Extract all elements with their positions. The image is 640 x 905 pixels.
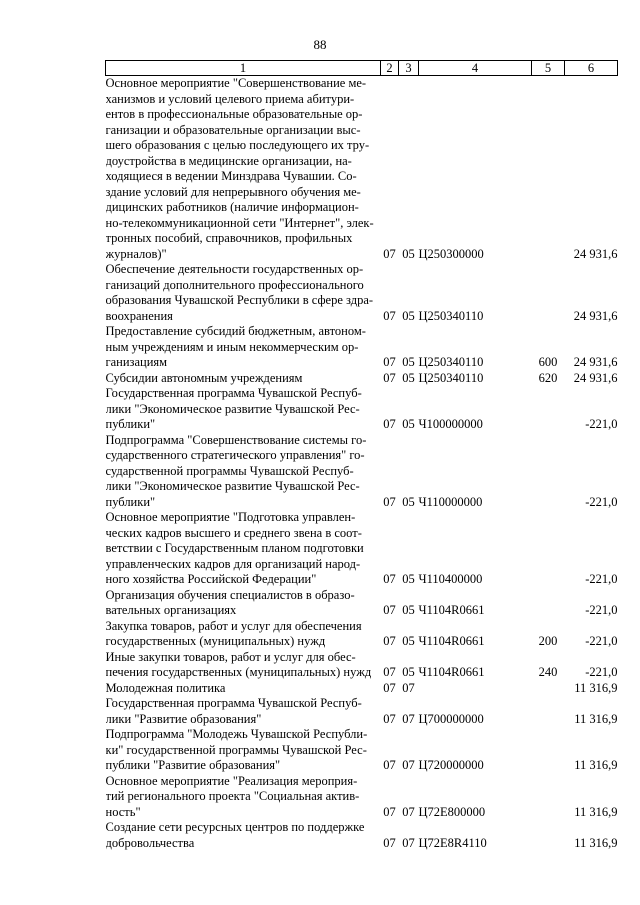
description-line: Основное мероприятие "Реализация мероприя- [105, 773, 358, 788]
amount: -221,0 [585, 572, 618, 586]
description-line: сударственной программы Чувашской Респуб- [105, 463, 354, 478]
amount: 24 931,6 [573, 370, 618, 385]
row-description [106, 262, 381, 324]
subsection-code: 05 [402, 634, 415, 648]
subsection-code: 05 [402, 308, 415, 323]
amount: -221,0 [585, 603, 618, 617]
target-article-code: Ч1104R0661 [418, 603, 485, 617]
expense-type-code [532, 433, 565, 511]
description-line: дицинских работников (наличие информацион- [105, 200, 359, 214]
target-article-code: Ч100000000 [418, 417, 483, 431]
expense-type-code [532, 588, 565, 619]
row-description [106, 681, 381, 697]
section-code: 07 [383, 603, 396, 617]
subsection-code: 07 [402, 758, 415, 772]
target-article-code: Ц72E8R4110 [418, 835, 487, 850]
description-line: ность" [105, 804, 141, 819]
expense-type-code [532, 262, 565, 324]
description-line: здание условий для непрерывного обучения ме- [105, 184, 361, 199]
section-code: 07 [383, 355, 396, 369]
description-line: лики "Развитие образования" [105, 711, 262, 726]
expense-type-code: 240 [538, 665, 558, 679]
description-line: лики "Экономическое развитие Чувашской Рес- [105, 479, 360, 493]
description-line: Создание сети ресурсных центров по поддержке [105, 820, 365, 834]
amount: 11 316,9 [574, 680, 618, 695]
subsection-code: 07 [402, 804, 415, 819]
description-line: но-телекоммуникационной сети "Интернет", элек- [105, 215, 374, 230]
table-row [106, 386, 618, 433]
description-line: управленческих кадров для организаций народ- [105, 556, 361, 571]
table-body [106, 76, 618, 852]
description-line: Молодежная политика [105, 680, 226, 695]
description-line: ганизации и образовательные организации выс- [105, 122, 361, 137]
target-article-code: Ц250300000 [418, 246, 484, 261]
section-code: 07 [383, 634, 396, 648]
row-description [106, 386, 381, 433]
expense-type-code [532, 510, 565, 588]
subsection-code: 07 [402, 680, 415, 695]
description-line: Иные закупки товаров, работ и услуг для обес- [105, 649, 356, 664]
section-code: 07 [383, 665, 396, 679]
table-row [106, 262, 618, 324]
table-header-row [106, 61, 618, 76]
row-description [106, 650, 381, 681]
description-line: шего образования с целью последующего их тру- [105, 138, 370, 152]
target-article-code: Ч110400000 [418, 572, 483, 586]
description-line: журналов)" [105, 246, 167, 261]
description-line: ентов в профессиональные образовательные ор- [105, 107, 363, 121]
description-line: ганизациям [105, 355, 168, 369]
budget-table [105, 60, 618, 851]
subsection-code: 07 [402, 711, 415, 726]
table-row [106, 619, 618, 650]
description-line: ного хозяйства Российской Федерации" [105, 572, 317, 586]
section-code: 07 [383, 680, 396, 695]
target-article-code: Ц250340110 [418, 370, 484, 385]
description-line: публики "Развитие образования" [105, 758, 281, 772]
amount: 11 316,9 [574, 804, 618, 819]
description-line: Основное мероприятие "Совершенствование ме- [105, 76, 367, 90]
subsection-code: 05 [402, 665, 415, 679]
table-row [106, 76, 618, 263]
target-article-code: Ц250340110 [418, 308, 484, 323]
row-description [106, 324, 381, 371]
section-code: 07 [383, 417, 396, 431]
expense-type-code [532, 774, 565, 821]
expense-type-code: 600 [538, 355, 558, 369]
description-line: Подпрограмма "Молодежь Чувашской Республи- [105, 727, 368, 741]
expense-type-code [532, 696, 565, 727]
section-code: 07 [383, 711, 396, 726]
expense-type-code [532, 76, 565, 263]
row-description [106, 510, 381, 588]
amount: -221,0 [585, 665, 618, 679]
description-line: публики" [105, 417, 156, 431]
amount: 24 931,6 [573, 246, 618, 261]
section-code: 07 [383, 246, 396, 261]
amount: 24 931,6 [573, 355, 618, 369]
target-article-code: Ц720000000 [418, 758, 484, 772]
description-line: доустройства в медицинские организации, на- [105, 153, 352, 168]
row-description [106, 774, 381, 821]
description-line: публики" [105, 494, 156, 509]
amount: 11 316,9 [574, 758, 618, 772]
description-line: добровольчества [105, 835, 195, 850]
expense-type-code: 620 [538, 370, 558, 385]
section-code: 07 [383, 370, 396, 385]
target-article-code: Ц72E800000 [418, 804, 486, 819]
subsection-code: 05 [402, 246, 415, 261]
expense-type-code [532, 820, 565, 851]
column-header-3: 3 [399, 61, 419, 76]
row-description [106, 76, 381, 263]
page-number: 88 [313, 37, 327, 52]
amount: 24 931,6 [573, 308, 618, 323]
subsection-code: 05 [402, 603, 415, 617]
target-article-code: Ц700000000 [418, 711, 484, 726]
section-code: 07 [383, 494, 396, 509]
amount: -221,0 [585, 417, 618, 431]
description-line: сударственного стратегического управления" го- [105, 448, 365, 462]
description-line: ветствии с Государственным планом подготовки [105, 541, 364, 555]
expense-type-code: 200 [538, 634, 558, 648]
description-line: ганизаций дополнительного профессионального [105, 277, 364, 292]
table-row [106, 727, 618, 774]
description-line: Закупка товаров, работ и услуг для обеспечения [105, 618, 362, 633]
description-line: вательных организациях [105, 603, 237, 617]
description-line: Подпрограмма "Совершенствование системы го- [105, 432, 367, 447]
description-line: печения государственных (муниципальных) нужд [105, 665, 372, 679]
description-line: тий регионального проекта "Социальная актив- [105, 789, 360, 803]
table-row [106, 820, 618, 851]
description-line: ханизмов и условий целевого приема абитури- [105, 91, 355, 106]
section-code: 07 [383, 308, 396, 323]
subsection-code: 05 [402, 355, 415, 369]
subsection-code: 05 [402, 370, 415, 385]
description-line: государственных (муниципальных) нужд [105, 634, 326, 648]
table-row [106, 774, 618, 821]
subsection-code: 07 [402, 835, 415, 850]
column-header-4: 4 [419, 61, 532, 76]
table-row [106, 371, 618, 387]
table-row [106, 681, 618, 697]
description-line: ходящиеся в ведении Минздрава Чувашии. Со- [105, 169, 357, 183]
description-line: лики "Экономическое развитие Чувашской Рес- [105, 401, 360, 416]
target-article-code: Ч110000000 [418, 494, 483, 509]
row-description [106, 588, 381, 619]
row-description [106, 727, 381, 774]
subsection-code: 05 [402, 572, 415, 586]
description-line: ки" государственной программы Чувашской Рес- [105, 742, 367, 757]
section-code: 07 [383, 758, 396, 772]
section-code: 07 [383, 572, 396, 586]
subsection-code: 05 [402, 494, 415, 509]
table-row [106, 696, 618, 727]
subsection-code: 05 [402, 417, 415, 431]
amount: 11 316,9 [574, 711, 618, 726]
table-row [106, 510, 618, 588]
description-line: тронных пособий, справочников, профильных [105, 231, 353, 245]
target-article-code: Ч1104R0661 [418, 634, 485, 648]
column-header-1: 1 [106, 61, 381, 76]
row-description [106, 820, 381, 851]
description-line: образования Чувашской Республики в сфере здра- [105, 293, 374, 307]
row-description [106, 433, 381, 511]
description-line: воохранения [105, 308, 173, 323]
description-line: Основное мероприятие "Подготовка управлен- [105, 510, 356, 524]
table-row [106, 650, 618, 681]
description-line: Государственная программа Чувашской Респуб- [105, 696, 362, 710]
column-header-5: 5 [532, 61, 565, 76]
amount: -221,0 [585, 634, 618, 648]
table-row [106, 588, 618, 619]
expense-type-code [532, 727, 565, 774]
target-article-code: Ч1104R0661 [418, 665, 485, 679]
description-line: Субсидии автономным учреждениям [105, 370, 303, 385]
target-article-code: Ц250340110 [418, 355, 484, 369]
column-header-2: 2 [381, 61, 399, 76]
row-description [106, 696, 381, 727]
target-article-code [419, 681, 532, 697]
description-line: ческих кадров высшего и среднего звена в соот- [105, 525, 362, 540]
section-code: 07 [383, 804, 396, 819]
description-line: Предоставление субсидий бюджетным, автоном- [105, 324, 366, 338]
row-description [106, 371, 381, 387]
expense-type-code [532, 386, 565, 433]
table-row [106, 324, 618, 371]
section-code: 07 [383, 835, 396, 850]
row-description [106, 619, 381, 650]
description-line: Обеспечение деятельности государственных ор- [105, 262, 364, 276]
table-row [106, 433, 618, 511]
column-header-6: 6 [565, 61, 618, 76]
description-line: Государственная программа Чувашской Респуб- [105, 386, 362, 400]
description-line: ным учреждениям и иным некоммерческим ор- [105, 339, 359, 354]
description-line: Организация обучения специалистов в образо- [105, 587, 355, 602]
expense-type-code [532, 681, 565, 697]
amount: -221,0 [585, 494, 618, 509]
amount: 11 316,9 [574, 835, 618, 850]
